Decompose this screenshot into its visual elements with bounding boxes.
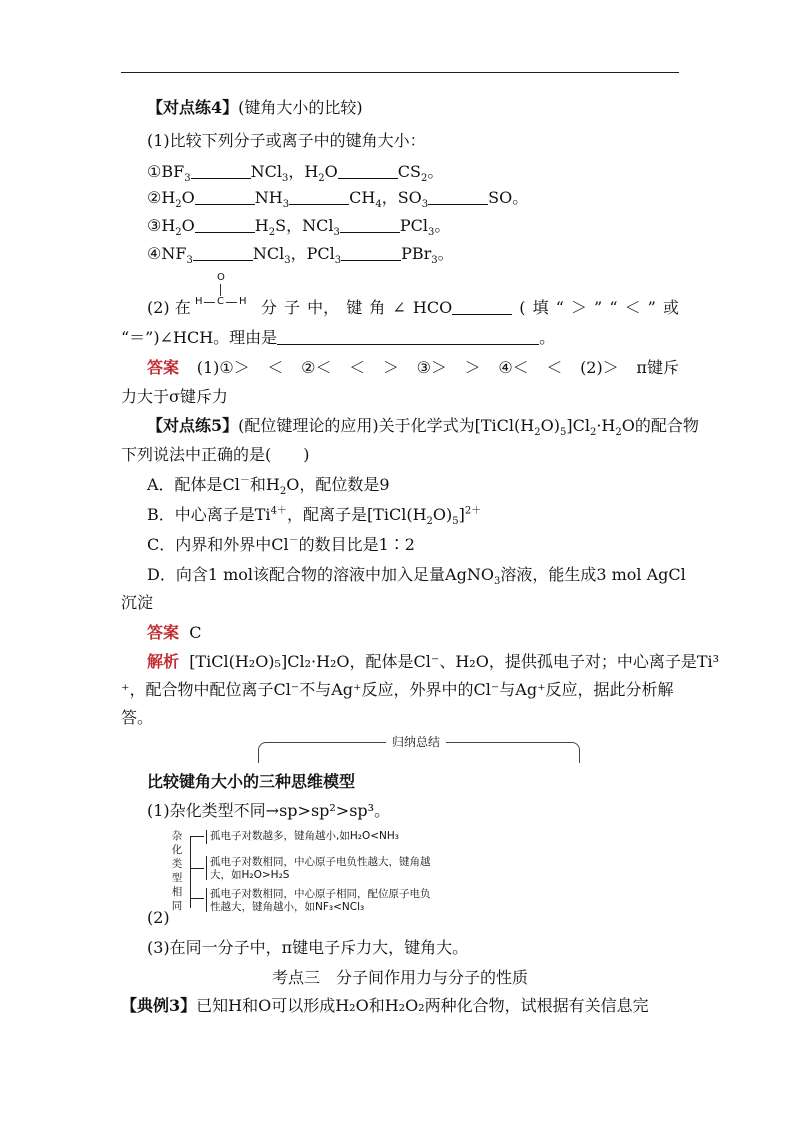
arrow-icon <box>190 868 204 869</box>
item1-text-b: NCl <box>250 162 282 181</box>
answer-blank[interactable] <box>191 164 251 179</box>
sub: 5 <box>559 427 567 439</box>
item4-text-c2: 。 <box>437 244 454 263</box>
summary-item3: (3)在同一分子中，π键电子斥力大，键角大。 <box>147 938 469 957</box>
answer-part: (2)＞ <box>580 358 619 377</box>
option-text: B．中心离子是Ti <box>147 505 271 524</box>
sub: 3 <box>186 255 193 267</box>
section-title: 考点三 分子间作用力与分子的性质 <box>271 968 528 987</box>
option-text: O，配位数是9 <box>286 475 390 494</box>
item2-text-c: CH <box>349 188 376 207</box>
practice5-line1 <box>147 416 707 439</box>
q2-word: ∠ <box>392 298 406 317</box>
item2-text-a2: O <box>181 188 195 207</box>
summary-item1-text: sp>sp²>sp³。 <box>279 801 391 820</box>
answer-blank[interactable] <box>452 300 512 315</box>
sup: － <box>288 535 299 547</box>
atom-o: O <box>217 272 225 283</box>
diagram-row3b: 性越大，键角越小，如NF₃<NCl₃ <box>210 901 365 913</box>
item3-text-c2: 。 <box>434 216 451 235</box>
molecule-spacer <box>198 298 254 318</box>
answer-part: ＞ <box>464 358 481 377</box>
item1-text-c: ，H <box>288 162 319 181</box>
example3-label: 【典例3】 <box>121 996 197 1015</box>
practice5-text: (配位键理论的应用)关于化学式为[TiCl(H <box>238 416 535 435</box>
summary-item1 <box>147 801 707 821</box>
practice4-label: 【对点练4】 <box>147 98 239 117</box>
practice5-text: O) <box>540 416 560 435</box>
sub: 3 <box>334 255 342 267</box>
analysis-line2: ⁺，配合物中配位离子Cl⁻不与Ag⁺反应，外界中的Cl⁻与Ag⁺反应，据此分析解 <box>121 680 674 699</box>
q2-fill: “ <box>555 298 564 317</box>
answer-blank[interactable] <box>428 190 488 205</box>
q2-line2a: “＝”)∠HCH。理由是 <box>121 328 278 347</box>
q2-fill: “ <box>609 298 618 317</box>
sub: 3 <box>284 255 291 267</box>
item3-text-a2: O <box>181 216 195 235</box>
q2-word: 键 <box>346 298 363 317</box>
practice5-text: O的配合物 <box>621 416 699 435</box>
row-bracket <box>206 856 207 880</box>
answer-part: ③＞ <box>416 358 447 377</box>
q2-word: 子 <box>284 298 301 317</box>
sub: 3 <box>431 255 438 267</box>
top-rule <box>121 72 679 73</box>
answer-part: ④＜ <box>498 358 529 377</box>
option-text: D．向含1 mol该配合物的溶液中加入足量AgNO <box>147 565 494 584</box>
vertical-char: 型 <box>171 872 183 884</box>
sub: 2 <box>318 173 325 185</box>
sub: 3 <box>493 576 501 588</box>
practice4-q2-line1 <box>147 298 679 318</box>
vertical-char: 同 <box>171 900 183 912</box>
sub: 3 <box>427 227 435 239</box>
practice5-answer <box>147 623 707 643</box>
summary-heading: 比较键角大小的三种思维模型 <box>147 772 356 791</box>
vertical-char: 相 <box>171 886 183 898</box>
sub: 2 <box>589 427 597 439</box>
sub: 2 <box>279 486 287 498</box>
practice5-text: ]Cl <box>566 416 590 435</box>
sub: 2 <box>175 227 182 239</box>
answer-blank[interactable] <box>289 190 349 205</box>
summary-item1-text: (1)杂化类型不同 <box>147 801 266 820</box>
answer-blank[interactable] <box>338 164 398 179</box>
atom-c: C <box>217 296 224 307</box>
option-text: O) <box>432 505 453 524</box>
row-bracket <box>206 830 207 844</box>
sub: 2 <box>175 199 182 211</box>
practice4-topic: (键角大小的比较) <box>238 98 363 117</box>
vertical-char: 杂 <box>171 830 183 842</box>
analysis-text: [TiCl(H₂O)₅]Cl₂·H₂O，配体是Cl⁻、H₂O，提供孤电子对；中心离子是Ti³ <box>189 652 720 671</box>
analysis-label: 解析 <box>147 652 180 671</box>
sub: 3 <box>421 199 429 211</box>
q2-word: 分 <box>260 298 277 317</box>
option-text: C．内界和外界中Cl <box>147 535 289 554</box>
option-text: 的数目比是1∶2 <box>298 535 415 554</box>
q2-fill: ” <box>594 298 603 317</box>
practice4-q1: (1)比较下列分子或离子中的键角大小： <box>147 131 426 150</box>
summary-title: 归纳总结 <box>386 733 446 750</box>
practice5-line2: 下列说法中正确的是( ) <box>121 445 310 464</box>
q2-line2b: 。 <box>539 328 556 347</box>
item1-text-d: O <box>324 162 338 181</box>
q2-fill: ” <box>647 298 656 317</box>
answer-blank[interactable] <box>195 218 255 233</box>
q2-word: 中， <box>307 298 340 317</box>
sub: 2 <box>534 427 541 439</box>
item1-text-e: CS <box>397 162 421 181</box>
sup: － <box>239 475 250 487</box>
item2-text-d: SO。 <box>488 188 529 207</box>
answer-part: π键斥 <box>636 358 679 377</box>
summary-item2-label: (2) <box>147 908 170 927</box>
answer-blank[interactable] <box>340 218 400 233</box>
q2-word: HCO <box>412 298 453 317</box>
item1-text-f: 。 <box>427 162 444 181</box>
practice4-item2 <box>147 188 707 211</box>
sub: 3 <box>184 173 191 185</box>
sup: 4＋ <box>270 505 287 517</box>
item1-text-a: ①BF <box>147 162 185 181</box>
practice4-header <box>147 98 707 118</box>
option-text: 溶液，能生成3 mol AgCl <box>500 565 686 584</box>
option-text: ，配离子是[TiCl(H <box>286 505 427 524</box>
sub: 2 <box>268 227 276 239</box>
practice4-item4 <box>147 244 707 267</box>
q2-fill: ＜ <box>624 298 641 317</box>
practice5-label: 【对点练5】 <box>147 416 239 435</box>
option-text: ] <box>458 505 465 524</box>
sub: 4 <box>375 199 382 211</box>
item2-text-c2: ，SO <box>381 188 422 207</box>
q2-word: 角 <box>369 298 386 317</box>
arrow-icon <box>190 836 204 837</box>
sub: 2 <box>615 427 622 439</box>
q2-fill: ＞ <box>570 298 587 317</box>
answer-value: C <box>189 623 202 642</box>
example3 <box>121 996 681 1016</box>
item2-text-a: ②H <box>147 188 176 207</box>
sub: 2 <box>426 516 433 528</box>
practice4-answer-line2: 力大于σ键斥力 <box>121 387 228 406</box>
sub: 3 <box>282 199 290 211</box>
example3-text: 已知H和O可以形成H₂O和H₂O₂两种化合物，试根据有关信息完 <box>196 996 649 1015</box>
vertical-char: 化 <box>171 844 183 856</box>
answer-label: 答案 <box>147 623 180 642</box>
item4-text-a: ④NF <box>147 244 187 263</box>
sub: 5 <box>452 516 459 528</box>
item3-text-b: H <box>254 216 269 235</box>
diagram-row3a: 孤电子对数相同，中心原子相同，配位原子电负 <box>210 888 431 900</box>
diagram-row1: 孤电子对数越多，键角越小,如H₂O<NH₃ <box>210 830 399 842</box>
option-text: 和H <box>249 475 280 494</box>
q2-fill: 或 <box>662 298 679 317</box>
answer-blank[interactable] <box>195 190 255 205</box>
practice4-item3 <box>147 216 707 239</box>
option-c[interactable] <box>147 535 707 555</box>
diagram-row2a: 孤电子对数相同，中心原子电负性越大，键角越 <box>210 856 431 868</box>
sub: 3 <box>333 227 340 239</box>
answer-blank[interactable] <box>341 246 401 261</box>
practice4-answer <box>147 358 679 378</box>
answer-label: 答案 <box>147 358 180 377</box>
answer-part: ＜ <box>267 358 284 377</box>
item4-text-c: PBr <box>401 244 432 263</box>
practice4-item1 <box>147 162 707 185</box>
option-a[interactable] <box>147 475 707 498</box>
diagram-row2b: 大，如H₂O>H₂S <box>210 869 290 881</box>
option-b[interactable] <box>147 505 707 528</box>
q2-start: (2) 在 <box>147 298 191 317</box>
sup: 2＋ <box>464 505 482 517</box>
option-d[interactable] <box>147 565 707 588</box>
item3-text-a: ③H <box>147 216 176 235</box>
practice4-q2-line2 <box>121 328 681 348</box>
atom-h-left: H <box>195 296 203 307</box>
atom-h-right: H <box>239 296 247 307</box>
sub: 2 <box>420 173 428 185</box>
q2-fill: 填 <box>532 298 549 317</box>
arrow-icon <box>190 898 204 899</box>
answer-blank[interactable] <box>193 246 253 261</box>
answer-part: ＜ <box>349 358 366 377</box>
arrow-icon: → <box>265 801 280 820</box>
item3-text-c: PCl <box>399 216 428 235</box>
analysis-line1 <box>147 652 720 672</box>
option-d-line2: 沉淀 <box>121 593 154 612</box>
vertical-char: 类 <box>171 858 183 870</box>
item4-text-b: NCl <box>252 244 285 263</box>
answer-part: (1)①＞ <box>196 358 250 377</box>
item2-text-b: NH <box>254 188 283 207</box>
option-text: A．配体是Cl <box>147 475 240 494</box>
reason-blank[interactable] <box>277 330 539 345</box>
answer-part: ＜ <box>546 358 563 377</box>
q2-fill: ( <box>519 298 526 317</box>
item4-text-b2: ，PCl <box>290 244 335 263</box>
answer-part: ②＜ <box>301 358 332 377</box>
double-bond <box>220 284 221 296</box>
sub: 3 <box>281 173 289 185</box>
item3-text-b2: S，NCl <box>275 216 334 235</box>
analysis-line3: 答。 <box>121 708 154 727</box>
practice5-text: ·H <box>596 416 616 435</box>
answer-part: ＞ <box>382 358 399 377</box>
